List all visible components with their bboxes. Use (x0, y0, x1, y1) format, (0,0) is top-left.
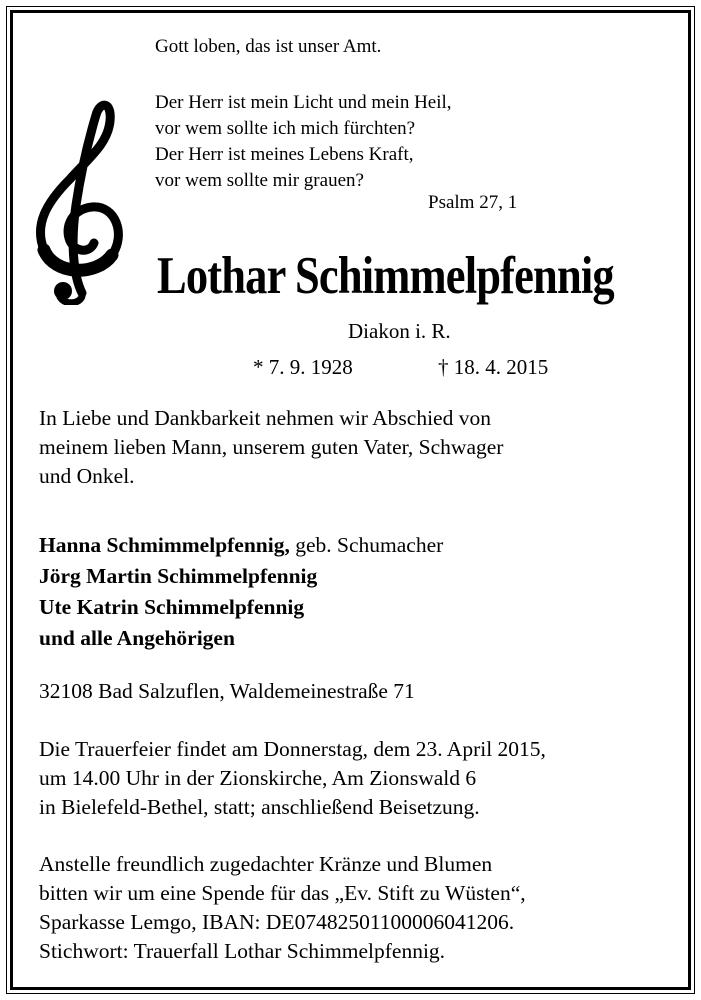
farewell-line: In Liebe und Dankbarkeit nehmen wir Abschied von (39, 406, 491, 430)
family-member-name: Hanna Schmimmelpfennig, (39, 533, 290, 557)
family-member: Jörg Martin Schimmelpfennig (39, 564, 318, 588)
treble-clef-icon (30, 95, 130, 305)
address: 32108 Bad Salzuflen, Waldemeinestraße 71 (39, 679, 415, 703)
donation-line: bitten wir um eine Spende für das „Ev. Stift zu Wüsten“, (39, 881, 526, 905)
psalm-line: Der Herr ist meines Lebens Kraft, (155, 144, 414, 165)
psalm-line: Der Herr ist mein Licht und mein Heil, (155, 92, 452, 113)
family-member: und alle Angehörigen (39, 626, 235, 650)
funeral-line: um 14.00 Uhr in der Zionskirche, Am Zionswald 6 (39, 766, 477, 790)
psalm-reference: Psalm 27, 1 (428, 192, 518, 213)
donation-line: Sparkasse Lemgo, IBAN: DE07482501100006041206. (39, 910, 515, 934)
psalm-verse (155, 90, 452, 194)
birth-date: * 7. 9. 1928 (253, 355, 353, 379)
family-list (39, 530, 443, 654)
deceased-title: Diakon i. R. (348, 319, 451, 343)
psalm-line: vor wem sollte mir grauen? (155, 170, 364, 191)
donation-line: Stichwort: Trauerfall Lothar Schimmelpfennig. (39, 939, 446, 963)
donation-line: Anstelle freundlich zugedachter Kränze und Blumen (39, 852, 493, 876)
farewell-line: und Onkel. (39, 464, 135, 488)
donation-info (39, 850, 526, 966)
funeral-line: Die Trauerfeier findet am Donnerstag, dem 23. April 2015, (39, 737, 546, 761)
farewell-text (39, 404, 503, 491)
family-member (39, 530, 443, 561)
motto: Gott loben, das ist unser Amt. (155, 36, 382, 57)
family-member: Ute Katrin Schimmelpfennig (39, 595, 305, 619)
maiden-name: geb. Schumacher (289, 533, 444, 557)
farewell-line: meinem lieben Mann, unserem guten Vater, Schwager (39, 435, 504, 459)
death-date: † 18. 4. 2015 (438, 355, 549, 379)
funeral-info (39, 735, 546, 822)
deceased-name: Lothar Schimmelpfennig (157, 247, 614, 305)
psalm-line: vor wem sollte ich mich fürchten? (155, 118, 416, 139)
funeral-line: in Bielefeld-Bethel, statt; anschließend Beisetzung. (39, 795, 480, 819)
